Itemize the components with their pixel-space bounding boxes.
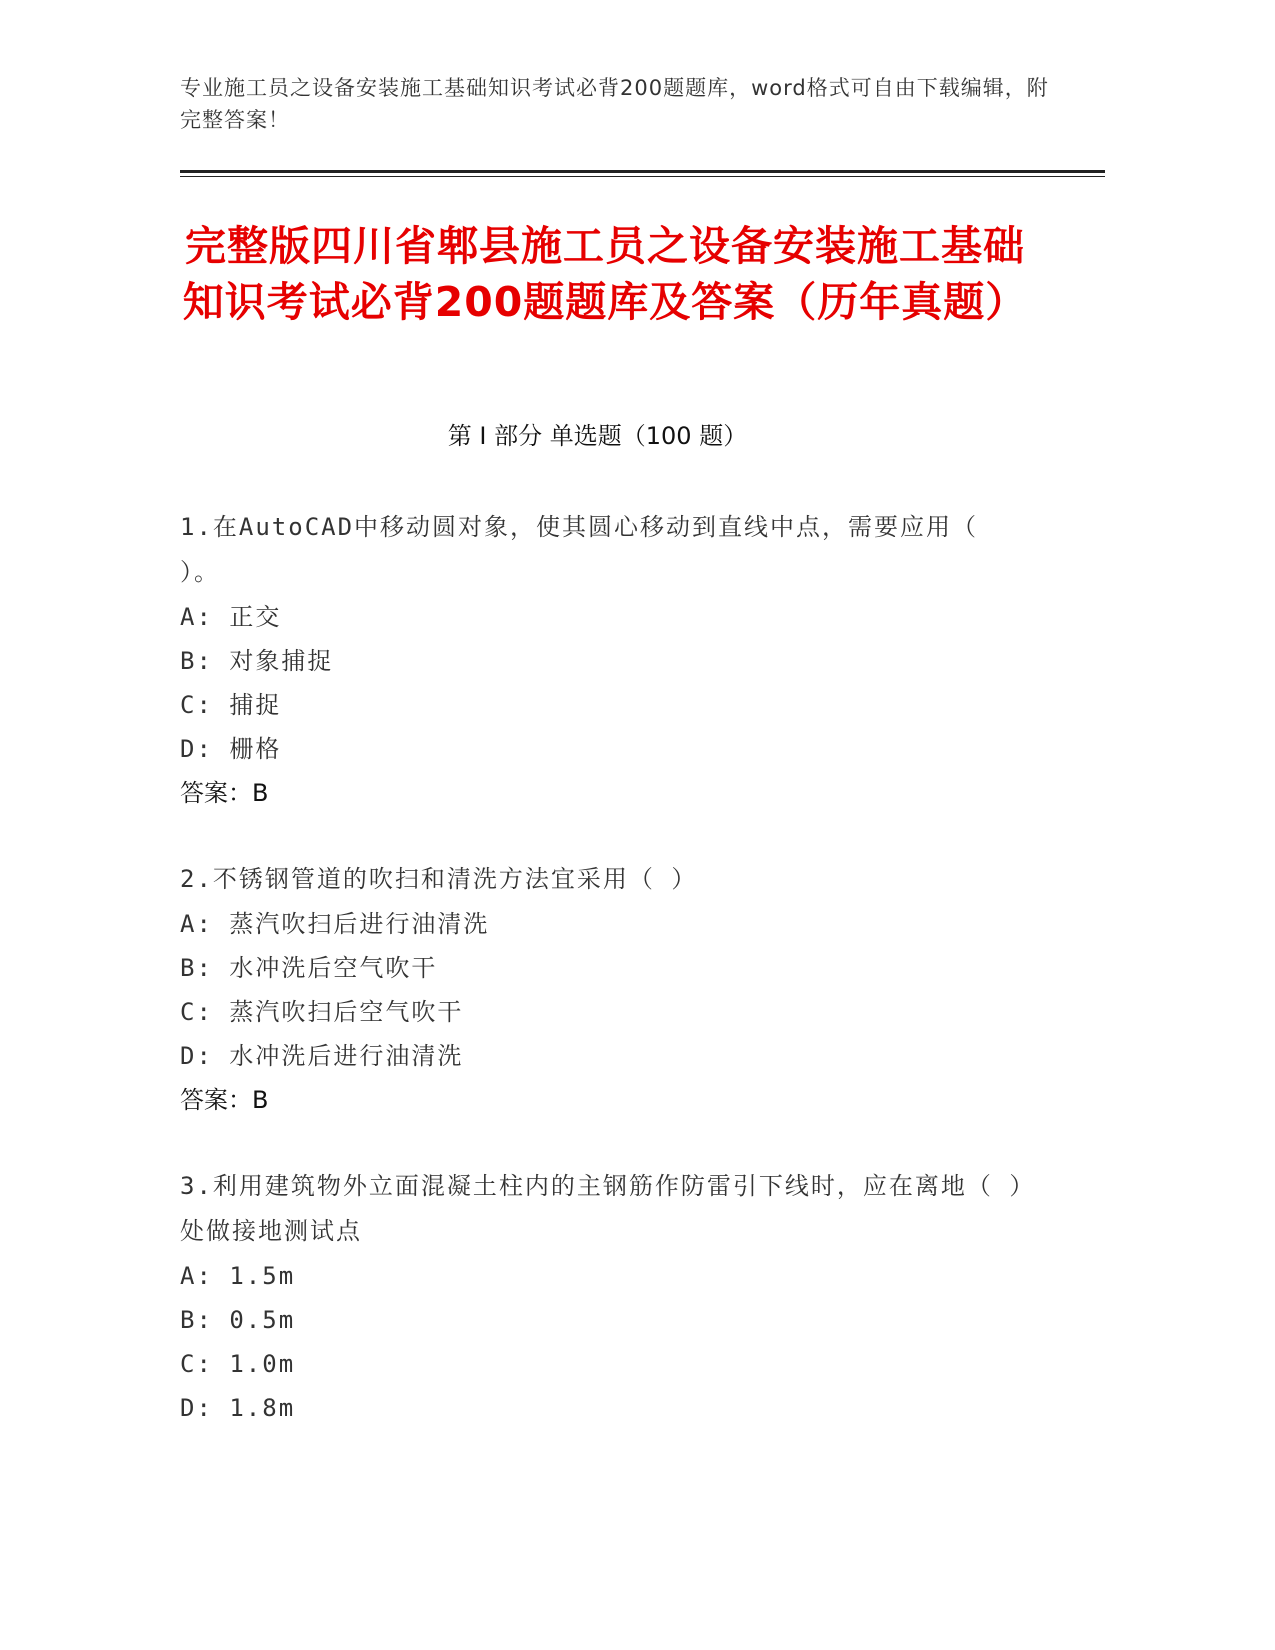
option-a: A: 正交 <box>180 603 282 631</box>
option-d: D: 1.8m <box>180 1394 296 1422</box>
option-c: C: 蒸汽吹扫后空气吹干 <box>180 998 464 1026</box>
header-rule-thick <box>180 170 1105 173</box>
option-c: C: 1.0m <box>180 1350 296 1378</box>
section-title: 第 I 部分 单选题（100 题） <box>447 422 748 450</box>
option-a: A: 1.5m <box>180 1262 296 1290</box>
document-title: 完整版四川省郫县施工员之设备安装施工基础知识考试必背200题题库及答案（历年真题） <box>182 222 1028 326</box>
option-b: B: 水冲洗后空气吹干 <box>180 954 438 982</box>
question-stem: 2.不锈钢管道的吹扫和清洗方法宜采用（ ） <box>180 865 698 893</box>
question-3 <box>180 1164 1030 1430</box>
option-d: D: 水冲洗后进行油清洗 <box>180 1042 464 1070</box>
option-b: B: 0.5m <box>180 1306 296 1334</box>
option-b: B: 对象捕捉 <box>180 647 334 675</box>
header-note: 专业施工员之设备安装施工基础知识考试必背200题题库，word格式可自由下载编辑，附完整答案！ <box>180 76 1049 132</box>
option-a: A: 蒸汽吹扫后进行油清洗 <box>180 910 490 938</box>
option-c: C: 捕捉 <box>180 691 282 719</box>
question-1 <box>180 505 1030 815</box>
question-stem: 1.在AutoCAD中移动圆对象，使其圆心移动到直线中点，需要应用（ ）。 <box>180 513 979 586</box>
option-d: D: 栅格 <box>180 735 282 763</box>
question-2 <box>180 857 1030 1122</box>
answer-line: 答案：B <box>180 1086 269 1114</box>
header-rule-thin <box>180 176 1105 177</box>
question-stem: 3.利用建筑物外立面混凝土柱内的主钢筋作防雷引下线时，应在离地（ ）处做接地测试点 <box>180 1172 1024 1245</box>
question-list <box>180 505 1030 1472</box>
answer-line: 答案：B <box>180 779 269 807</box>
